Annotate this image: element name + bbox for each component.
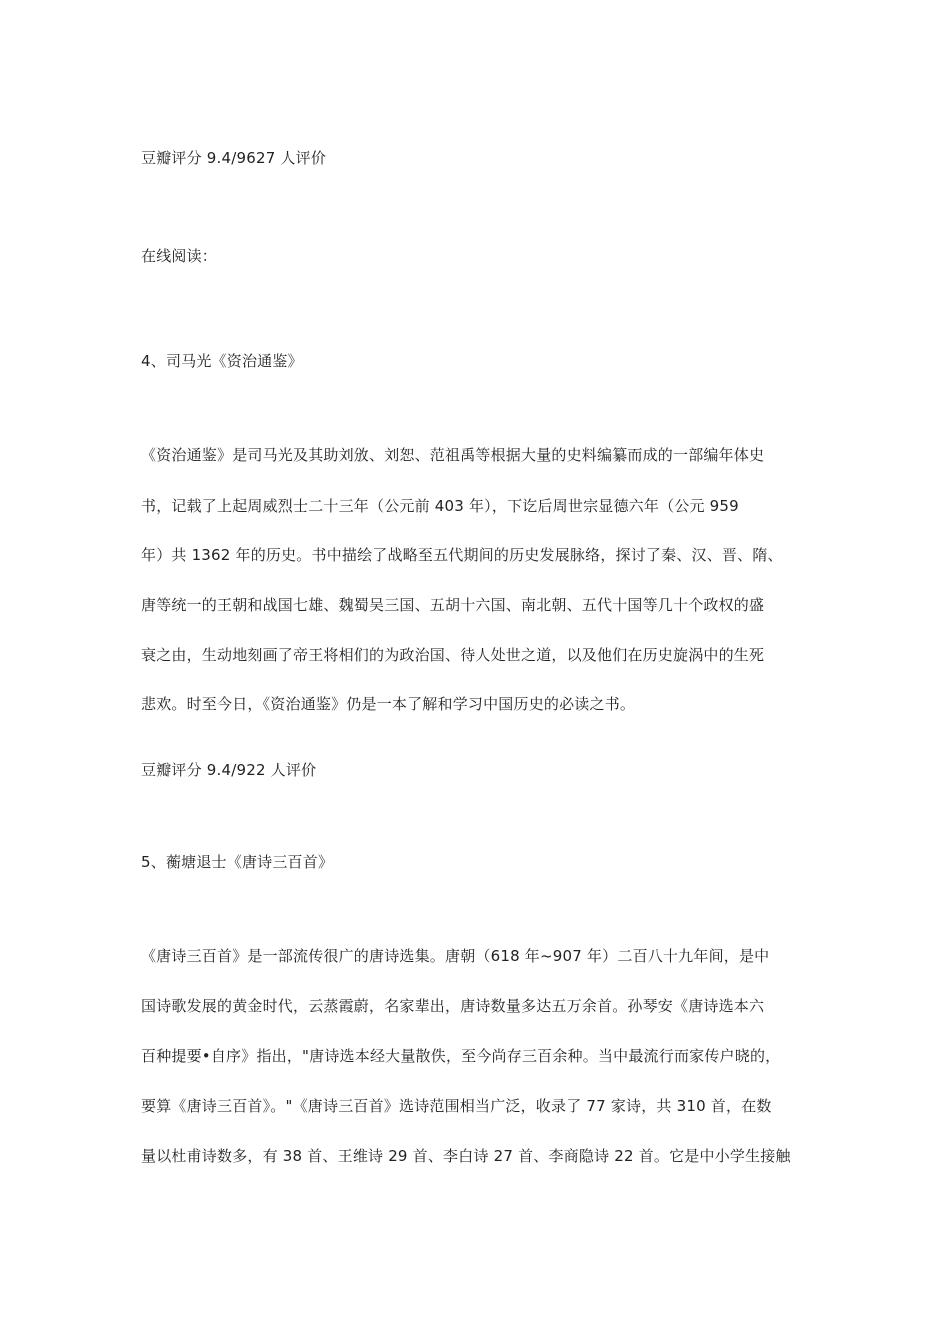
section5-paragraph-line: 量以杜甫诗数多，有 38 首、王维诗 29 首、李白诗 27 首、李商隐诗 22 首。它是中小学生接触 bbox=[141, 1147, 791, 1165]
section5-paragraph-line: 国诗歌发展的黄金时代，云蒸霞蔚，名家辈出，唐诗数量多达五万余首。孙琴安《唐诗选本六 bbox=[141, 997, 765, 1015]
rating-line-section4: 豆瓣评分 9.4/922 人评价 bbox=[141, 761, 317, 779]
section5-paragraph-line: 要算《唐诗三百首》。"《唐诗三百首》选诗范围相当广泛，收录了 77 家诗，共 310 首，在数 bbox=[141, 1097, 772, 1115]
section5-paragraph-line: 《唐诗三百首》是一部流传很广的唐诗选集。唐朝（618 年~907 年）二百八十九年间，是中 bbox=[141, 947, 770, 965]
section5-paragraph-line: 百种提要•自序》指出，"唐诗选本经大量散佚，至今尚存三百余种。当中最流行而家传户晓的， bbox=[141, 1047, 781, 1065]
section5-heading: 5、蘅塘退士《唐诗三百首》 bbox=[141, 853, 334, 871]
section4-paragraph-line: 唐等统一的王朝和战国七雄、魏蜀吴三国、五胡十六国、南北朝、五代十国等几十个政权的盛 bbox=[141, 596, 765, 614]
online-reading-label: 在线阅读： bbox=[141, 247, 218, 265]
section4-paragraph-line: 《资治通鉴》是司马光及其助刘攽、刘恕、范祖禹等根据大量的史料编纂而成的一部编年体史 bbox=[141, 446, 765, 464]
section4-paragraph-line: 书，记载了上起周威烈士二十三年（公元前 403 年），下讫后周世宗显德六年（公元 959 bbox=[141, 497, 739, 515]
section4-paragraph-line: 年）共 1362 年的历史。书中描绘了战略至五代期间的历史发展脉络，探讨了秦、汉、晋、隋、 bbox=[141, 546, 783, 564]
section4-paragraph-line: 悲欢。时至今日，《资治通鉴》仍是一本了解和学习中国历史的必读之书。 bbox=[141, 695, 636, 713]
section4-heading: 4、司马光《资治通鉴》 bbox=[141, 352, 303, 370]
rating-line-section3: 豆瓣评分 9.4/9627 人评价 bbox=[141, 149, 327, 167]
section4-paragraph-line: 衰之由，生动地刻画了帝王将相们的为政治国、待人处世之道，以及他们在历史旋涡中的生死 bbox=[141, 646, 765, 664]
